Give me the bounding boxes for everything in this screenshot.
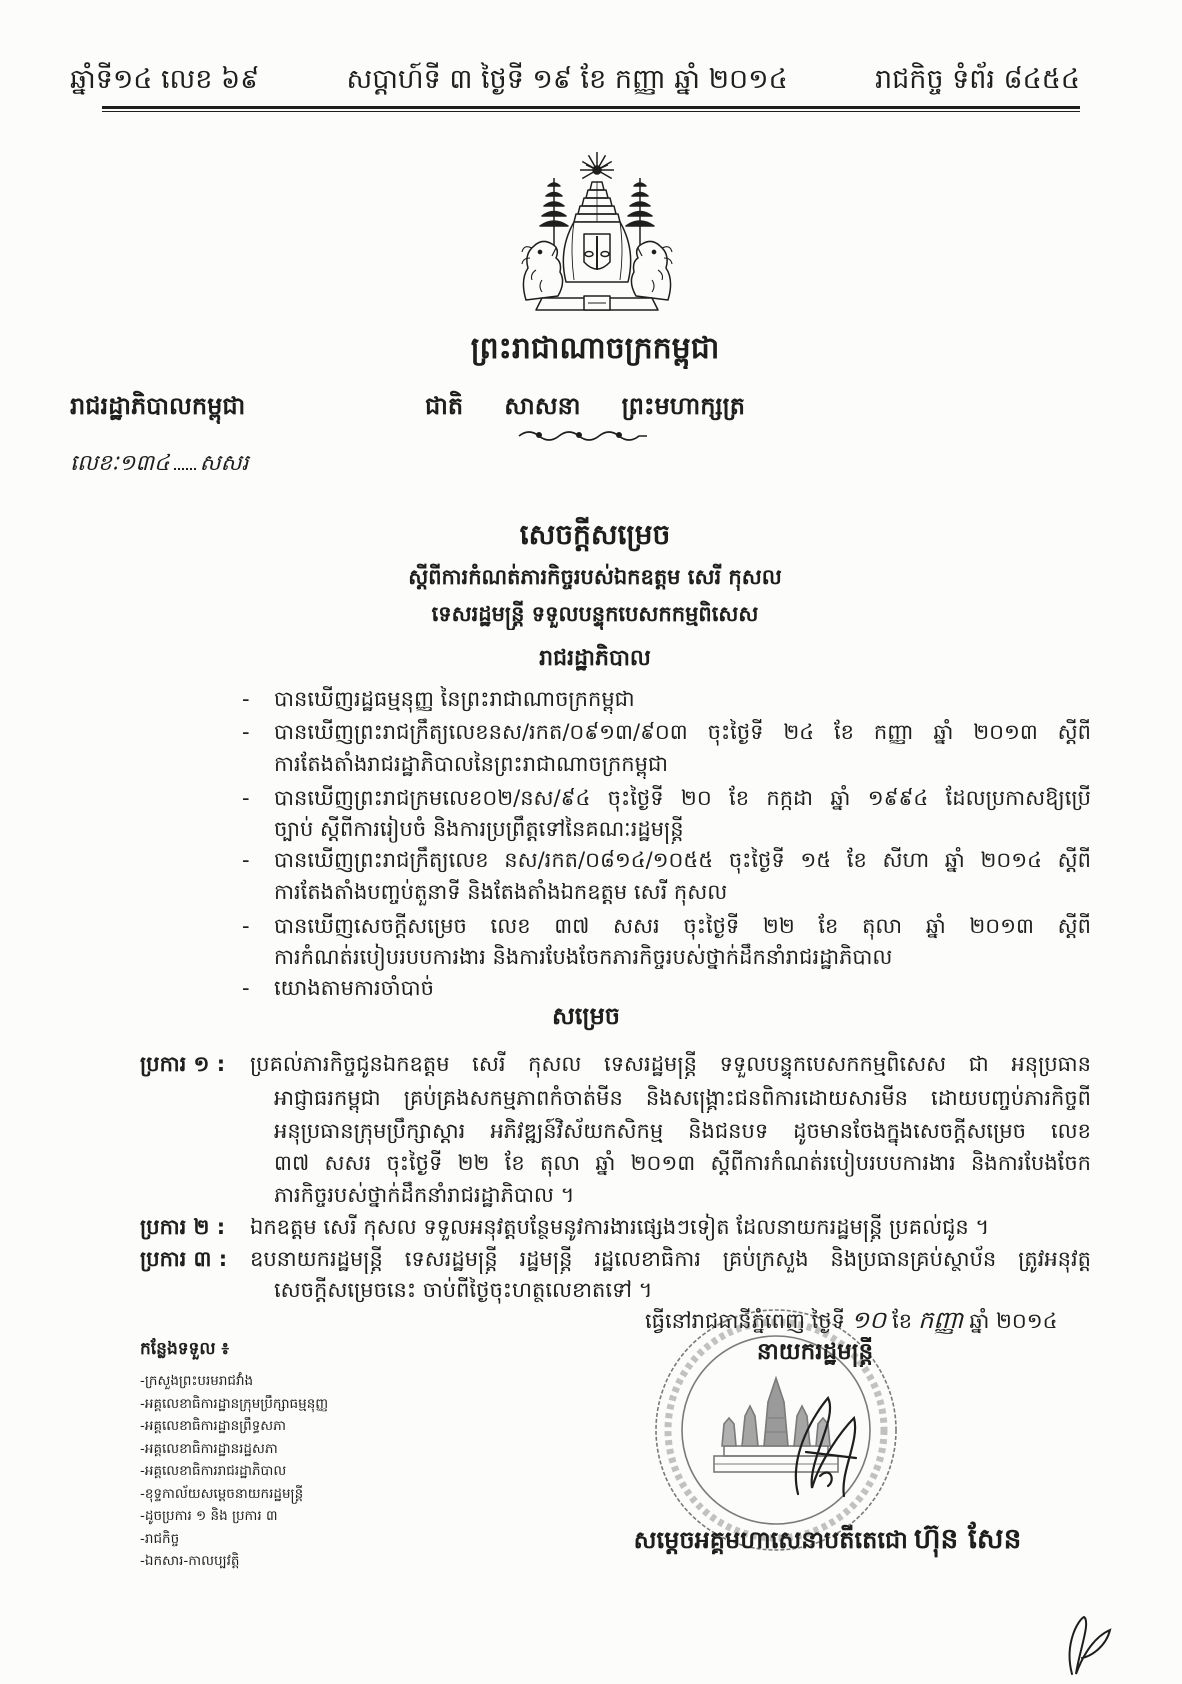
decides-heading: សម្រេច bbox=[551, 1002, 621, 1030]
consideration-line: បានឃើញព្រះរាជក្រមលេខ០២/នស/៩៤ ចុះថ្ងៃទី ២០ ខែ កក្កដា ឆ្នាំ ១៩៩៤ ដែលប្រកាសឱ្យប្រើ bbox=[274, 786, 1091, 810]
kingdom-title: ព្រះរាជាណាចក្រកម្ពុជា bbox=[470, 331, 720, 366]
reference-dotted-fill bbox=[174, 468, 196, 470]
signatory-title: នាយករដ្ឋមន្ត្រី bbox=[756, 1339, 874, 1365]
issuer-name: រាជរដ្ឋាភិបាលកម្ពុជា bbox=[70, 392, 246, 420]
consideration-line: ច្បាប់ ស្តីពីការរៀបចំ និងការប្រព្រឹត្តទៅនៃគណៈរដ្ឋមន្ត្រី bbox=[274, 817, 684, 841]
recipient-item: -អគ្គលេខាធិការរាជរដ្ឋាភិបាល bbox=[140, 1463, 287, 1479]
motto-religion: សាសនា bbox=[504, 392, 581, 420]
header-gazette-page: រាជកិច្ច ទំព័រ ៨៤៥៤ bbox=[874, 64, 1080, 95]
bullet-marker: - bbox=[242, 848, 250, 872]
article-line: ប្រគល់ភារកិច្ចជូនឯកឧត្តម សេរី កុសល ទេសរដ្ឋមន្ត្រី ទទួលបន្ទុកបេសកកម្មពិសេស ជា អនុប្រធាន bbox=[250, 1052, 1091, 1076]
signatory-personal-name: ហ៊ុន សែន bbox=[913, 1522, 1022, 1555]
date-prefix: ធ្វើនៅរាជធានីភ្នំពេញ ថ្ងៃទី bbox=[645, 1309, 845, 1333]
bullet-marker: - bbox=[242, 687, 250, 711]
article-line: ឧបនាយករដ្ឋមន្ត្រី ទេសរដ្ឋមន្ត្រី រដ្ឋមន្ត្រី រដ្ឋលេខាធិការ គ្រប់ក្រសួង និងប្រធានគ្រប់ស្ថាប័ន ត្រូវអនុវត្ត bbox=[250, 1247, 1091, 1271]
consideration-line: ការតែងតាំងបញ្ចប់តួនាទី និងតែងតាំងឯកឧត្តម សេរី កុសល bbox=[274, 880, 728, 904]
recipient-item: -រាជកិច្ច bbox=[140, 1530, 180, 1547]
bullet-marker: - bbox=[242, 976, 250, 1000]
date-month-handwritten: កញ្ញា bbox=[918, 1306, 964, 1334]
article-label: ប្រការ ៣ : bbox=[140, 1247, 228, 1271]
signature-scribble-icon bbox=[780, 1390, 870, 1502]
bullet-marker: - bbox=[242, 720, 250, 744]
recipients-heading: កន្លែងទទួល ៖ bbox=[140, 1339, 229, 1359]
recipient-item: -ឯកសារ-កាលប្បវត្តិ bbox=[140, 1553, 240, 1569]
national-motto bbox=[425, 388, 745, 424]
header-rule bbox=[102, 106, 1080, 112]
date-day-handwritten: ១០ bbox=[850, 1306, 887, 1334]
recipient-item: -អគ្គលេខាធិការដ្ឋានក្រុមប្រឹក្សាធម្មនុញ្ញ bbox=[140, 1395, 329, 1412]
motto-nation: ជាតិ bbox=[425, 392, 464, 420]
article-line: អនុប្រធានក្រុមប្រឹក្សាស្តារ អភិវឌ្ឍន៍វិស័យកសិកម្ម និងជនបទ ដូចមានចែងក្នុងសេចក្តីសម្រេច លេខ bbox=[274, 1119, 1091, 1143]
bullet-marker: - bbox=[242, 914, 250, 938]
recipient-item: -ខុទ្ទកាល័យសម្តេចនាយករដ្ឋមន្ត្រី bbox=[140, 1485, 304, 1502]
article-line: សេចក្តីសម្រេចនេះ ចាប់ពីថ្ងៃចុះហត្ថលេខាតទៅ ។ bbox=[274, 1278, 653, 1302]
article-label: ប្រការ ២ : bbox=[140, 1215, 226, 1239]
recipient-item: -អគ្គលេខាធិការដ្ឋានព្រឹទ្ធសភា bbox=[140, 1418, 287, 1434]
document-subtitle-line: ទេសរដ្ឋមន្ត្រី ទទួលបន្ទុកបេសកកម្មពិសេស bbox=[431, 602, 759, 626]
consideration-line: យោងតាមការចាំបាច់ bbox=[274, 976, 434, 1000]
ornament-divider-icon bbox=[515, 426, 650, 444]
article-label: ប្រការ ១ : bbox=[140, 1052, 226, 1076]
reference-number bbox=[70, 446, 370, 482]
article-line: ៣៧ សសរ ចុះថ្ងៃទី ២២ ខែ តុលា ឆ្នាំ ២០១៣ ស្តីពីការកំណត់របៀបរបបការងារ និងការបែងចែក bbox=[274, 1151, 1091, 1175]
signatory-honorific: សម្តេចអគ្គមហាសេនាបតីតេជោ bbox=[633, 1526, 908, 1554]
reference-number-value: ១៣៤ bbox=[118, 451, 170, 476]
bullet-marker: - bbox=[242, 786, 250, 810]
consideration-line: ការតែងតាំងរាជរដ្ឋាភិបាលនៃព្រះរាជាណាចក្រកម្ពុជា bbox=[274, 752, 668, 776]
consideration-line: ការកំណត់របៀបរបបការងារ និងការបែងចែកភារកិច្ចរបស់ថ្នាក់ដឹកនាំរាជរដ្ឋាភិបាល bbox=[274, 945, 893, 969]
consideration-line: បានឃើញព្រះរាជក្រឹត្យលេខនស/រកត/០៩១៣/៩០៣ ចុះថ្ងៃទី ២៤ ខែ កញ្ញា ឆ្នាំ ២០១៣ ស្តីពី bbox=[274, 720, 1091, 744]
gazette-header bbox=[70, 60, 1080, 100]
document-title: សេចក្តីសម្រេច bbox=[519, 518, 671, 551]
date-month-label: ខែ bbox=[892, 1309, 913, 1333]
reference-suffix: សសរ bbox=[199, 451, 249, 476]
recipient-item: -ក្រសួងព្រះបរមរាជវាំង bbox=[140, 1373, 254, 1389]
signatory-name bbox=[565, 1519, 1090, 1559]
motto-king: ព្រះមហាក្សត្រ bbox=[621, 392, 745, 420]
header-week-date: សប្តាហ៍ទី ៣ ថ្ងៃទី ១៩ ខែ កញ្ញា ឆ្នាំ ២០១៤ bbox=[346, 64, 788, 95]
recipients-list bbox=[140, 1370, 400, 1573]
consideration-line: បានឃើញសេចក្តីសម្រេច លេខ ៣៧ សសរ ចុះថ្ងៃទី ២២ ខែ តុលា ឆ្នាំ ២០១៣ ស្តីពី bbox=[274, 914, 1091, 938]
recipient-item: -អគ្គលេខាធិការដ្ឋានរដ្ឋសភា bbox=[140, 1440, 278, 1457]
header-volume: ឆ្នាំទី១៤ លេខ ៦៩ bbox=[70, 64, 260, 95]
document-subtitle-line: ស្តីពីការកំណត់ភារកិច្ចរបស់ឯកឧត្តម សេរី កុសល bbox=[408, 565, 782, 589]
consideration-line: បានឃើញរដ្ឋធម្មនុញ្ញ នៃព្រះរាជាណាចក្រកម្ពុជា bbox=[274, 687, 635, 711]
coat-of-arms-icon bbox=[512, 150, 682, 318]
consideration-line: បានឃើញព្រះរាជក្រឹត្យលេខ នស/រកត/០៨១៤/១០៥៥ ចុះថ្ងៃទី ១៥ ខែ សីហា ឆ្នាំ ២០១៤ ស្តីពី bbox=[274, 848, 1091, 872]
authority-heading: រាជរដ្ឋាភិបាល bbox=[539, 646, 651, 671]
article-line: ភារកិច្ចរបស់ថ្នាក់ដឹកនាំរាជរដ្ឋាភិបាល ។ bbox=[274, 1183, 575, 1207]
handwritten-initial-icon bbox=[1060, 1612, 1116, 1678]
reference-label: លេខៈ bbox=[70, 451, 119, 476]
article-line: ឯកឧត្តម សេរី កុសល ទទួលអនុវត្តបន្ថែមនូវការងារផ្សេងៗទៀត ដែលនាយករដ្ឋមន្ត្រី ប្រគល់ជូន ។ bbox=[250, 1215, 990, 1239]
recipient-item: -ដូចប្រការ ១ និង ប្រការ ៣ bbox=[140, 1508, 278, 1524]
article-line: អាជ្ញាធរកម្ពុជា គ្រប់គ្រងសកម្មភាពកំចាត់មីន និងសង្គ្រោះជនពិការដោយសារមីន ដោយបញ្ចប់ភារកិច្ចពី bbox=[274, 1086, 1091, 1110]
place-and-date bbox=[645, 1305, 1091, 1335]
date-year: ឆ្នាំ ២០១៤ bbox=[969, 1309, 1058, 1333]
